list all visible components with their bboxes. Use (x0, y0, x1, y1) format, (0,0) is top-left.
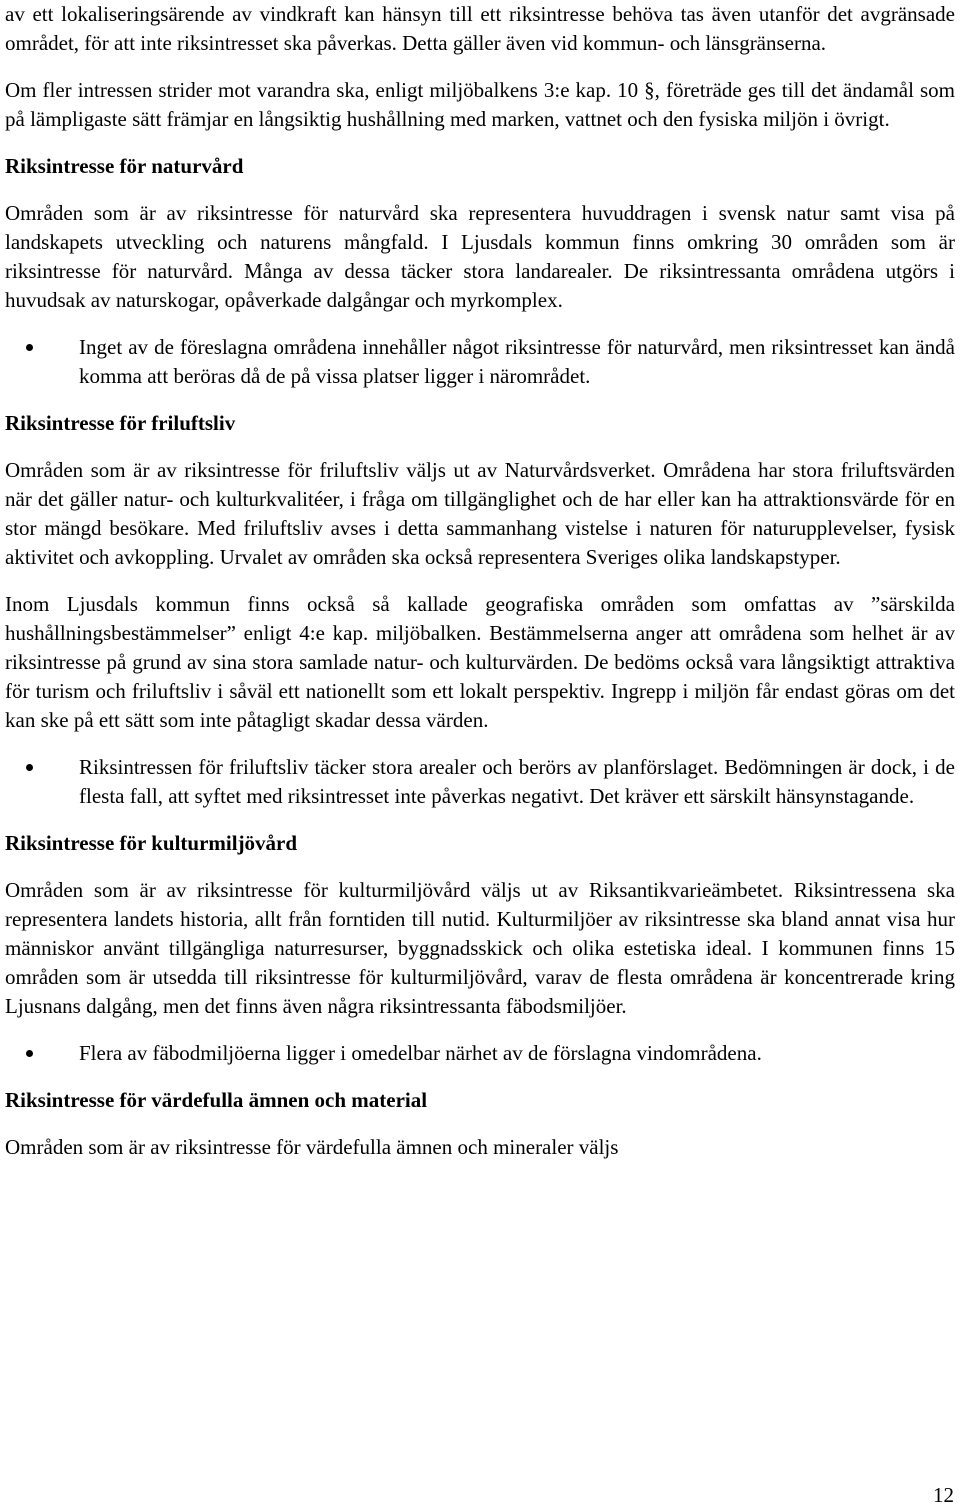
friluftsliv-paragraph-2: Inom Ljusdals kommun finns också så kallade geografiska områden som omfattas av ”särskilda hushållningsbestämmelser” enligt 4:e kap. miljöbalken. Bestämmelserna anger att områdena som helhet är av riksintresse på grund av sina stora samlade natur- och kulturvärden. De bedöms också vara långsiktigt attraktiva för turism och friluftsliv i såväl ett nationellt som ett lokalt perspektiv. Ingrepp i miljön får endast göras om det kan ske på ett sätt som inte påtagligt skadar dessa värden. (5, 592, 955, 732)
document-page (5, 0, 955, 1162)
vardefulla-paragraph-1: Områden som är av riksintresse för värdefulla ämnen och mineraler väljs (5, 1135, 619, 1159)
list-item (5, 1039, 955, 1068)
friluftsliv-paragraph-1: Områden som är av riksintresse för friluftsliv väljs ut av Naturvårdsverket. Områdena har stora friluftsvärden när det gäller natur- och kulturkvalitéer, i fråga om tillgänglighet och de har eller kan ha attraktionsvärde för en stor mängd besökare. Med friluftsliv avses i detta sammanhang vistelse i naturen för naturupplevelser, fysisk aktivitet och avkoppling. Urvalet av områden ska också representera Sveriges olika landskapstyper. (5, 458, 955, 569)
list-item (5, 753, 955, 811)
kulturmiljovard-bullet-text: Flera av fäbodmiljöerna ligger i omedelbar närhet av de förslagna vindområdena. (79, 1041, 762, 1065)
intro-paragraph-2: Om fler intressen strider mot varandra ska, enligt miljöbalkens 3:e kap. 10 §, företräde ges till det ändamål som på lämpligaste sätt främjar en långsiktig hushållning med marken, vattnet och den fysiska miljön i övrigt. (5, 78, 955, 131)
bullet-icon (26, 344, 33, 351)
friluftsliv-bullet-list (5, 753, 955, 811)
bullet-icon (26, 764, 33, 771)
heading-vardefulla-amnen: Riksintresse för värdefulla ämnen och material (5, 1088, 428, 1112)
kulturmiljovard-paragraph-1: Områden som är av riksintresse för kulturmiljövård väljs ut av Riksantikvarieämbetet. Riksintressena ska representera landets historia, allt från forntiden till nutid. Kulturmiljöer av riksintresse ska bland annat visa hur människor använt tillgängliga naturresurser, byggnadsskick och olika estetiska ideal. I kommunen finns 15 områden som är utsedda till riksintresse för kulturmiljövård, varav de flesta områdena är koncentrerade kring Ljusnans dalgång, men det finns även några riksintressanta fäbodsmiljöer. (5, 878, 955, 1018)
naturvard-bullet-text: Inget av de föreslagna områdena innehåller något riksintresse för naturvård, men riksintresset kan ändå komma att beröras då de på vissa platser ligger i närområdet. (79, 335, 955, 388)
naturvard-bullet-list (5, 333, 955, 391)
intro-paragraph-1: av ett lokaliseringsärende av vindkraft kan hänsyn till ett riksintresse behöva tas även utanför det avgränsade området, för att inte riksintresset ska påverkas. Detta gäller även vid kommun- och länsgränserna. (5, 2, 955, 55)
friluftsliv-bullet-text: Riksintressen för friluftsliv täcker stora arealer och berörs av planförslaget. Bedömningen är dock, i de flesta fall, att syftet med riksintresset inte påverkas negativt. Det kräver ett särskilt hänsynstagande. (79, 755, 955, 808)
heading-kulturmiljovard: Riksintresse för kulturmiljövård (5, 831, 298, 855)
heading-friluftsliv: Riksintresse för friluftsliv (5, 411, 236, 435)
heading-naturvard: Riksintresse för naturvård (5, 154, 244, 178)
page-number: 12 (933, 1483, 954, 1507)
list-item (5, 333, 955, 391)
bullet-icon (26, 1050, 33, 1057)
naturvard-paragraph-1: Områden som är av riksintresse för naturvård ska representera huvuddragen i svensk natur samt visa på landskapets utveckling och naturens mångfald. I Ljusdals kommun finns omkring 30 områden som är riksintresse för naturvård. Många av dessa täcker stora landarealer. De riksintressanta områdena utgörs i huvudsak av naturskogar, opåverkade dalgångar och myrkomplex. (5, 201, 955, 312)
kulturmiljovard-bullet-list (5, 1039, 955, 1068)
